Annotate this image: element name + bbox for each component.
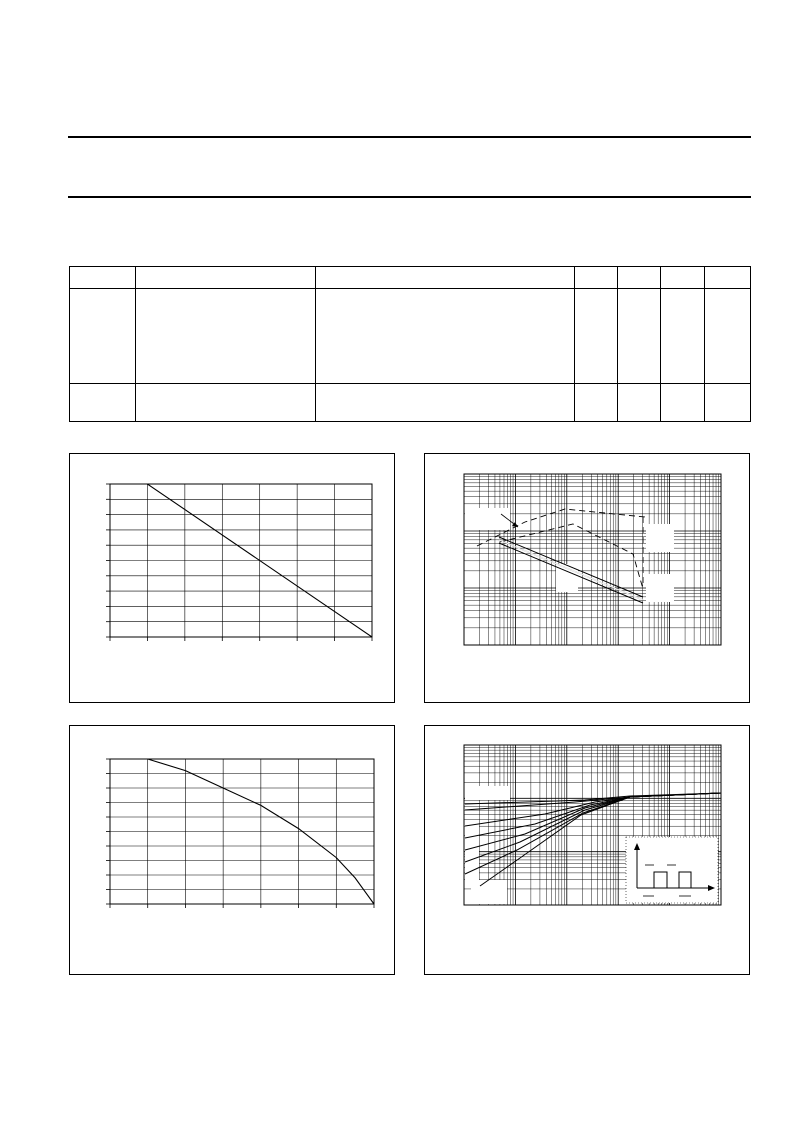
figure-1-plot-area xyxy=(106,484,372,641)
table-cell xyxy=(618,289,661,384)
label-box xyxy=(465,508,510,530)
table-row xyxy=(70,384,751,422)
table-cell xyxy=(575,384,618,422)
table-cell xyxy=(136,289,316,384)
table-cell xyxy=(316,384,575,422)
table-header-row xyxy=(70,267,751,289)
figure-1-panel xyxy=(69,453,395,703)
spec-table xyxy=(69,266,751,422)
label-box xyxy=(465,786,510,800)
header-rule-bottom xyxy=(68,196,751,198)
table-cell xyxy=(316,289,575,384)
table-cell xyxy=(136,384,316,422)
figure-4-chart xyxy=(425,726,751,976)
table-cell xyxy=(575,289,618,384)
figure-4-panel xyxy=(424,725,750,975)
figure-4-plot-area xyxy=(464,745,721,905)
table-header-cell xyxy=(618,267,661,289)
table-header-cell xyxy=(705,267,751,289)
header-rule-top xyxy=(68,136,751,138)
inset-box xyxy=(626,837,718,903)
figure-2-plot-area xyxy=(464,474,721,645)
table-cell xyxy=(661,384,705,422)
figure-3-plot-area xyxy=(106,759,374,908)
label-box xyxy=(471,880,507,904)
solid-curve xyxy=(499,543,643,603)
figure-3-panel xyxy=(69,725,395,975)
plot-frame xyxy=(464,474,721,645)
table-cell xyxy=(70,289,136,384)
table-header-cell xyxy=(136,267,316,289)
table-header-cell xyxy=(316,267,575,289)
figure-2-panel xyxy=(424,453,750,703)
table-header-cell xyxy=(70,267,136,289)
table-header-cell xyxy=(575,267,618,289)
figure-3-chart xyxy=(70,726,396,976)
label-box xyxy=(646,574,674,602)
figure-2-chart xyxy=(425,454,751,704)
table-cell xyxy=(705,289,751,384)
table-cell xyxy=(661,289,705,384)
label-box xyxy=(646,524,674,552)
table-cell xyxy=(618,384,661,422)
table-header-cell xyxy=(661,267,705,289)
table-cell xyxy=(705,384,751,422)
figure-1-chart xyxy=(70,454,396,704)
table-row xyxy=(70,289,751,384)
table-cell xyxy=(70,384,136,422)
